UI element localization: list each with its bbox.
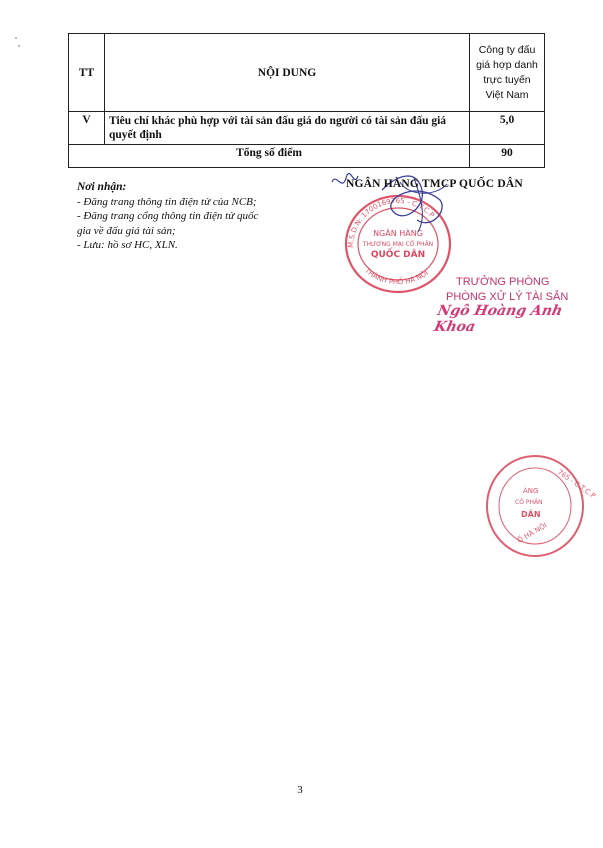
signer-title-line2: PHÒNG XỬ LÝ TÀI SẢN [446, 291, 569, 303]
svg-text:ÀNG: ÀNG [523, 487, 539, 495]
header-company-line: giá hợp danh [476, 58, 538, 71]
header-company-line: Việt Nam [485, 88, 529, 101]
svg-text:QUỐC DÂN: QUỐC DÂN [370, 250, 426, 260]
header-content: NỘI DUNG [105, 34, 470, 112]
total-label: Tổng số điểm [69, 145, 470, 168]
header-tt: TT [69, 34, 105, 112]
row-v-tt: V [69, 112, 105, 145]
svg-text:THƯƠNG MẠI CỔ PHẦN: THƯƠNG MẠI CỔ PHẦN [362, 241, 434, 248]
page-number: 3 [297, 784, 303, 796]
header-company-line: trực tuyến [483, 73, 531, 86]
svg-text:M.S.D.N: 1700169765 - C.T.C.P: M.S.D.N: 1700169765 - C.T.C.P [346, 196, 436, 249]
row-v-score: 5,0 [470, 112, 545, 145]
svg-text:CỔ PHẦN: CỔ PHẦN [515, 499, 543, 506]
score-table [68, 33, 545, 168]
total-score: 90 [470, 145, 545, 168]
header-company [470, 34, 545, 112]
svg-text:765 - C.T.C.P: 765 - C.T.C.P [555, 468, 597, 501]
svg-text:THÀNH PHỐ HÀ NỘI: THÀNH PHỐ HÀ NỘI [363, 266, 430, 287]
table-row [69, 112, 545, 145]
svg-text:NGÂN HÀNG: NGÂN HÀNG [373, 229, 423, 238]
recipient-item: - Lưu: hồ sơ HC, XLN. [77, 239, 178, 251]
recipient-item: - Đăng trang thông tin điện tử của NCB; [77, 195, 257, 208]
recipients-block [77, 180, 267, 253]
recipient-item: - Đăng trang cổng thông tin điện tử quốc gia về đấu giá tài sản; [77, 210, 259, 237]
table-header-row [69, 34, 545, 112]
partial-seal-stamp [505, 451, 597, 561]
signer-name: Ngô Hoàng Anh Khoa [432, 303, 564, 335]
organization-name: NGÂN HÀNG TMCP QUỐC DÂN [346, 178, 523, 190]
signer-title-line1: TRƯỞNG PHÒNG [456, 276, 550, 288]
row-v-content: Tiêu chí khác phù hợp với tài sản đấu giá do người có tài sản đấu giá quyết định [105, 112, 470, 145]
header-company-line: Công ty đấu [478, 43, 536, 56]
svg-text:DÂN: DÂN [521, 510, 541, 519]
table-total-row [69, 145, 545, 168]
recipients-title: Nơi nhận: [77, 181, 127, 193]
svg-text:Ố HÀ NỘI: Ố HÀ NỘI [516, 521, 549, 545]
scan-artifact [12, 34, 26, 52]
